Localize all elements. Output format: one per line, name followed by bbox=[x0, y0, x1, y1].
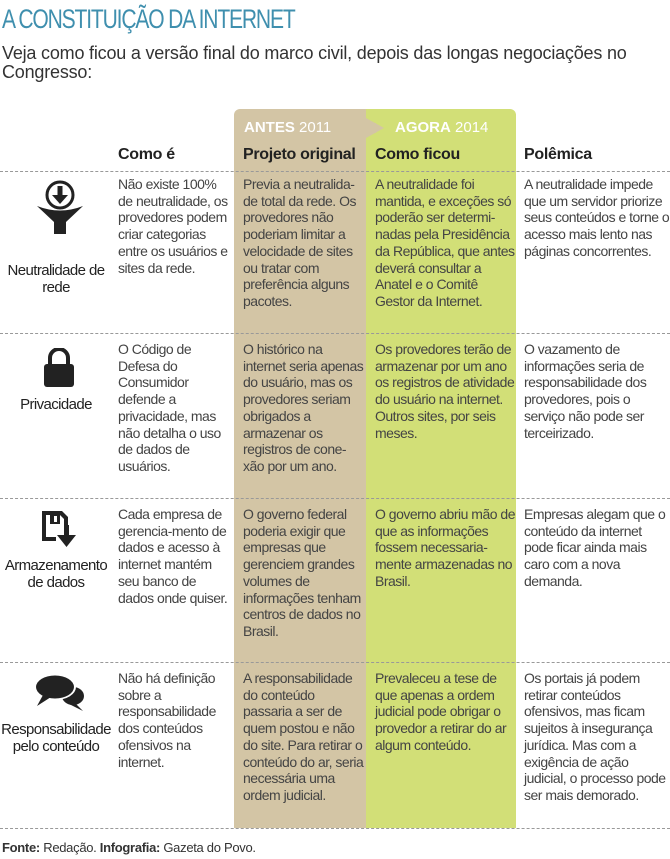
era-antes: ANTES 2011 bbox=[244, 119, 332, 136]
cell-polemica: A neutralidade impede que um servidor priorize seus conteúdos e torne o acesso mais lento nas páginas concorrentes. bbox=[524, 176, 670, 259]
cell-polemica: O vazamento de informações seria de responsabilidade dos provedores, pois o serviço não pode ser terceirizado. bbox=[524, 341, 647, 441]
era-agora: AGORA 2014 bbox=[395, 119, 489, 136]
divider bbox=[0, 498, 670, 499]
page-title: A CONSTITUIÇÃO DA INTERNET bbox=[2, 4, 295, 34]
column-header-como-e: Como é bbox=[118, 146, 175, 163]
cell-como-e: Não há definição sobre a responsabilidade dos conteúdos ofensivos na internet. bbox=[118, 670, 216, 770]
cell-como-ficou: O governo abriu mão de que as informações fossem necessaria-mente armazenadas no Brasil. bbox=[375, 506, 515, 589]
cell-projeto-original: O governo federal poderia exigir que empresas que gerenciem grandes volumes de informações tenham centros de dados no Brasil. bbox=[243, 506, 361, 639]
column-header-polemica: Polêmica bbox=[524, 146, 592, 163]
row-label: Responsabilidade pelo conteúdo bbox=[1, 721, 111, 755]
column-header-projeto-original: Projeto original bbox=[243, 146, 356, 163]
arrow-right-icon bbox=[366, 118, 384, 138]
cell-polemica: Empresas alegam que o conteúdo da internet pode ficar ainda mais caro com a nova demanda. bbox=[524, 506, 666, 589]
divider bbox=[0, 333, 670, 334]
cell-como-ficou: A neutralidade foi mantida, e exceções só poderão ser determi-nadas pela Presidência da República, que antes deverá consultar a Anatel e o Comitê Gestor da Internet. bbox=[375, 176, 515, 309]
cell-como-e: O Código de Defesa do Consumidor defende a privacidade, mas não detalha o uso de dados de usuários. bbox=[118, 341, 221, 474]
cell-como-e: Cada empresa de gerencia-mento de dados e acesso à internet mantém seu banco de dados onde quiser. bbox=[118, 506, 228, 606]
cell-como-ficou: Os provedores terão de armazenar por um ano os registros de atividade do usuário na internet. Outros sites, por seis meses. bbox=[375, 341, 515, 441]
cell-como-ficou: Prevaleceu a tese de que apenas a ordem judicial pode obrigar o provedor a retirar do ar algum conteúdo. bbox=[375, 670, 507, 753]
divider bbox=[0, 828, 670, 829]
padlock-icon bbox=[43, 348, 75, 388]
speech-bubbles-icon bbox=[33, 673, 87, 713]
row-label: Privacidade bbox=[20, 396, 92, 413]
cell-polemica: Os portais já podem retirar conteúdos ofensivos, mas ficam sujeitos à insegurança jurídica. Mas com a exigência de ação judicial, o processo pode ser mais demorado. bbox=[524, 670, 666, 803]
row-label: Armazenamento de dados bbox=[4, 557, 108, 591]
cell-projeto-original: O histórico na internet seria apenas do usuário, mas os provedores seriam obrigados a armazenar os registros de cone-xão por um ano. bbox=[243, 341, 364, 474]
save-download-icon bbox=[42, 511, 78, 549]
divider bbox=[0, 171, 670, 172]
row-label: Neutralidade de rede bbox=[7, 262, 105, 296]
cell-projeto-original: Previa a neutralida-de total da rede. Os provedores não poderiam limitar a velocidade de sites ou tratar com preferência alguns pacotes. bbox=[243, 176, 356, 309]
source-credit: Fonte: Redação. Infografia: Gazeta do Povo. bbox=[2, 840, 256, 855]
cell-projeto-original: A responsabilidade do conteúdo passaria a ser de quem postou e não do site. Para retirar o conteúdo do ar, seria necessária uma ordem judicial. bbox=[243, 670, 364, 803]
cell-como-e: Não existe 100% de neutralidade, os provedores podem criar categorias entre os usuários e sites da rede. bbox=[118, 176, 228, 276]
subtitle: Veja como ficou a versão final do marco civil, depois das longas negociações no Congresso: bbox=[2, 43, 627, 82]
funnel-download-icon bbox=[35, 177, 85, 235]
divider bbox=[0, 662, 670, 663]
column-header-como-ficou: Como ficou bbox=[375, 146, 460, 163]
